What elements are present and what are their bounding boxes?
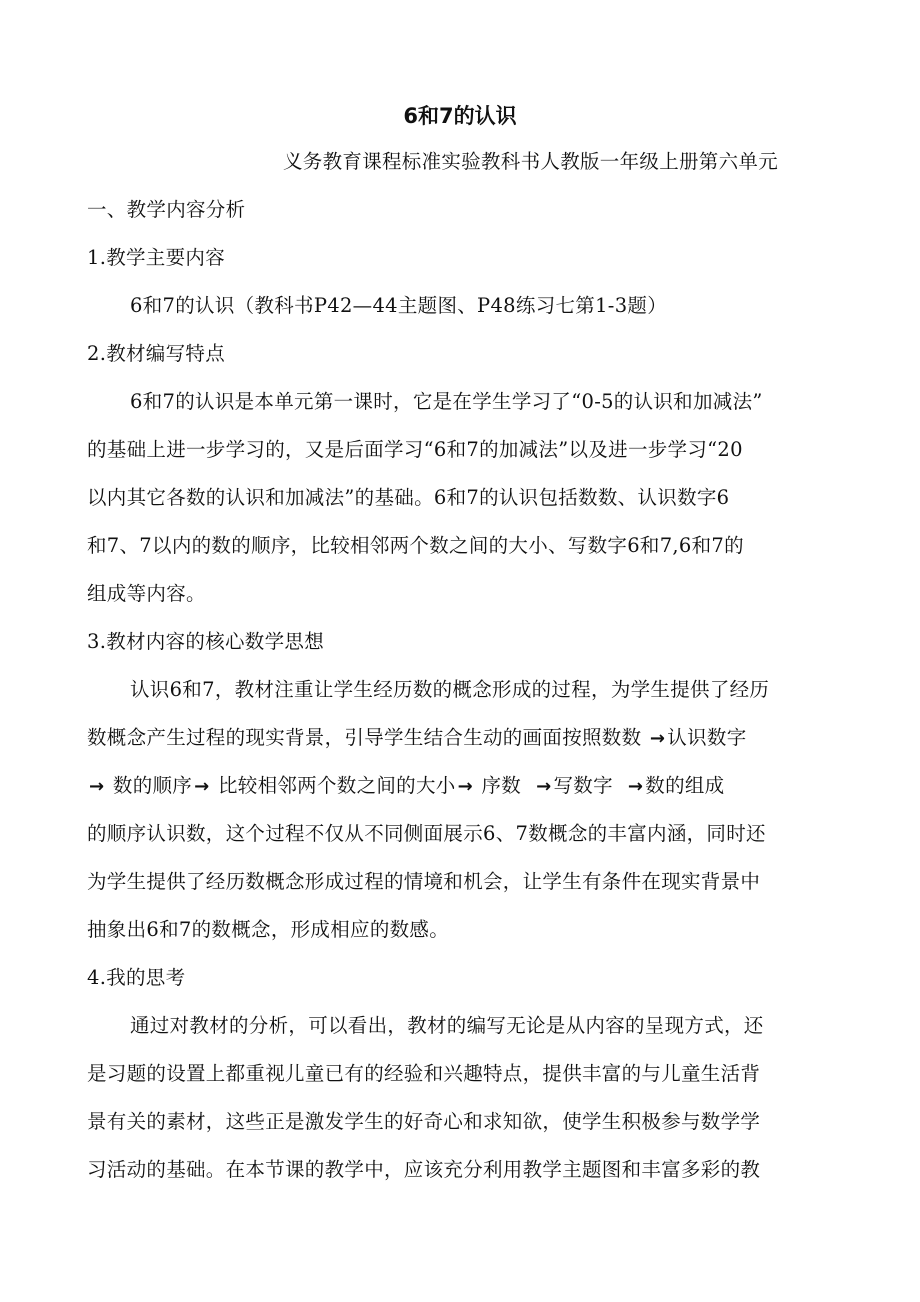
flow-step: 认识数字 [667,726,747,749]
arrow-icon: → [89,776,105,797]
subsection-heading-2: 2.教材编写特点 [87,342,226,365]
flow-step: 写数字 [553,774,613,797]
paragraph-line: 6和7的认识是本单元第一课时，它是在学生学习了“0-5的认识和加减法” [130,390,763,413]
arrow-icon: → [627,776,644,797]
paragraph-line: 的顺序认识数，这个过程不仅从不同侧面展示6、7数概念的丰富内涵，同时还 [87,822,766,845]
paragraph-text: 数概念产生过程的现实背景，引导学生结合生动的画面按照数数 [87,726,642,749]
paragraph-line: 认识6和7，教材注重让学生经历数的概念形成的过程，为学生提供了经历 [130,678,770,701]
flow-step: 序数 [481,774,522,797]
subsection-heading-4: 4.我的思考 [87,966,186,989]
arrow-icon: → [649,728,666,749]
paragraph-line: 6和7的认识（教科书P42—44主题图、P48练习七第1-3题） [130,294,667,317]
section-heading: 一、教学内容分析 [87,198,246,221]
paragraph-line: 组成等内容。 [87,582,206,605]
document-subtitle: 义务教育课程标准实验教科书人教版一年级上册第六单元 [283,150,779,173]
paragraph-line: 以内其它各数的认识和加减法”的基础。6和7的认识包括数数、认识数字6 [87,486,730,509]
paragraph-line-with-flow [87,726,747,751]
paragraph-line: 习活动的基础。在本节课的教学中，应该充分利用教学主题图和丰富多彩的教 [87,1158,761,1181]
arrow-icon: → [194,776,210,797]
subsection-heading-3: 3.教材内容的核心数学思想 [87,630,325,653]
paragraph-line: 为学生提供了经历数概念形成过程的情境和机会，让学生有条件在现实背景中 [87,870,761,893]
paragraph-line: 景有关的素材，这些正是激发学生的好奇心和求知欲，使学生积极参与数学学 [87,1110,761,1133]
arrow-icon: → [457,776,473,797]
paragraph-line: 通过对教材的分析，可以看出，教材的编写无论是从内容的呈现方式，还 [130,1014,764,1037]
flow-line [87,774,724,799]
paragraph-line: 和7、7以内的数的顺序，比较相邻两个数之间的大小、写数字6和7,6和7的 [87,534,744,557]
subsection-heading-1: 1.教学主要内容 [87,246,226,269]
paragraph-line: 是习题的设置上都重视儿童已有的经验和兴趣特点，提供丰富的与儿童生活背 [87,1062,761,1085]
flow-step: 比较相邻两个数之间的大小 [217,774,456,797]
flow-step: 数的顺序 [112,774,193,797]
arrow-icon: → [536,776,552,797]
paragraph-line: 抽象出6和7的数概念，形成相应的数感。 [87,918,450,941]
flow-step: 数的组成 [645,774,725,797]
document-title: 6和7的认识 [403,104,517,128]
paragraph-line: 的基础上进一步学习的，又是后面学习“6和7的加减法”以及进一步学习“20 [87,438,743,461]
